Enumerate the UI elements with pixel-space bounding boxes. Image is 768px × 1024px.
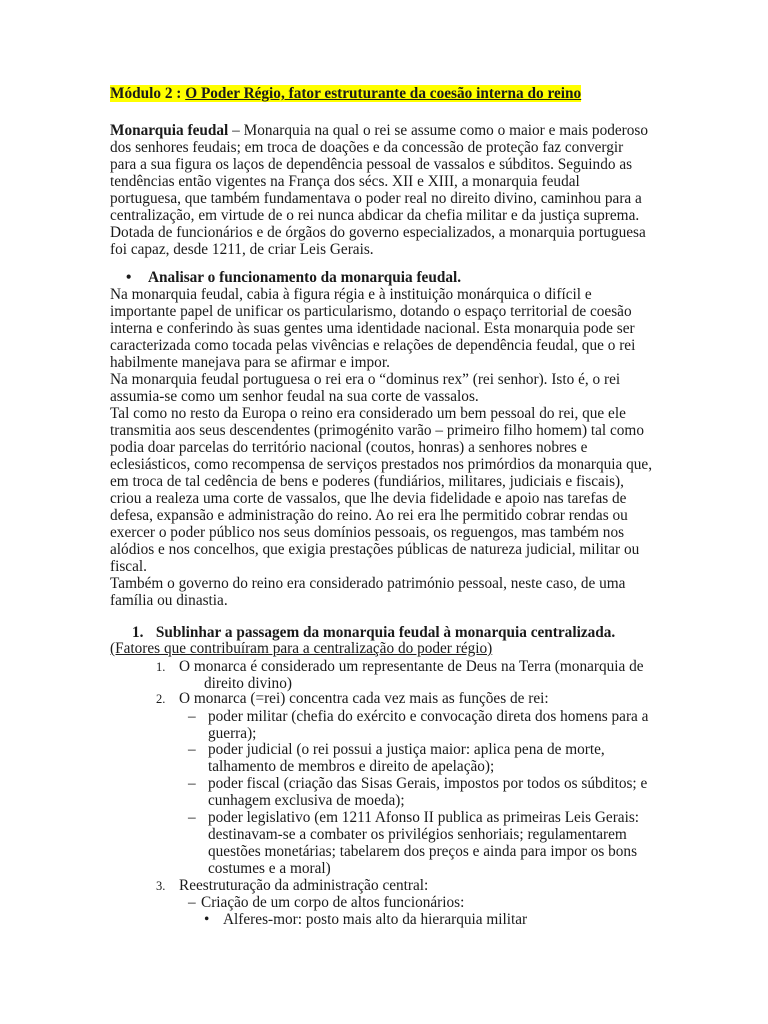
analysis-line: podia doar parcelas do território nacional (coutos, honras) a senhores nobres e — [110, 439, 588, 456]
list-text: direito divino) — [204, 675, 292, 692]
analysis-line: família ou dinastia. — [110, 592, 228, 609]
intro-line: Dotada de funcionários e de órgãos do governo especializados, a monarquia portuguesa — [110, 224, 646, 241]
analysis-line: criou a realeza uma corte de vassalos, que lhe devia fidelidade e apoio nas tarefas de — [110, 490, 627, 507]
list-item — [156, 658, 658, 692]
analysis-heading — [126, 269, 461, 286]
list-text: O monarca (=rei) concentra cada vez mais as funções de rei: — [179, 690, 549, 707]
analysis-line: habilmente manejava para se afirmar e impor. — [110, 354, 390, 371]
section-number: 1. — [132, 624, 144, 641]
analysis-line: assumia-se como um senhor feudal na sua corte de vassalos. — [110, 388, 479, 405]
analysis-line: transmitia aos seus descendentes (primogénito varão – primeiro filho homem) tal como — [110, 422, 644, 439]
dash-icon: – — [188, 708, 196, 725]
power-text: questões monetárias; tabelarem dos preços e ainda para impor os bons — [208, 843, 638, 860]
section-1-subtitle: (Fatores que contribuíram para a centralização do poder régio) — [110, 640, 493, 657]
intro-line: – Monarquia na qual o rei se assume como o maior e mais poderoso — [228, 122, 649, 139]
power-text: poder fiscal (criação das Sisas Gerais, impostos por todos os súbditos; e — [208, 775, 648, 792]
analysis-line: defesa, expansão e administração do reino. Ao rei era lhe permitido cobrar rendas ou — [110, 507, 628, 524]
analysis-line: Na monarquia feudal portuguesa o rei era o “dominus rex” (rei senhor). Isto é, o rei — [110, 371, 621, 388]
power-item — [188, 741, 658, 775]
power-text: costumes e a moral) — [208, 860, 331, 877]
power-text: destinavam-se a combater os privilégios senhoriais; regulamentarem — [208, 826, 627, 843]
analysis-line: Na monarquia feudal, cabia à figura régia e à instituição monárquica o difícil e — [110, 286, 592, 303]
analysis-heading-text: Analisar o funcionamento da monarquia feudal. — [148, 269, 462, 286]
module-title: O Poder Régio, fator estruturante da coesão interna do reino — [185, 85, 582, 102]
list-item — [156, 690, 658, 707]
admin-bullet-item — [204, 911, 527, 928]
intro-line: tendências então vigentes na França dos sécs. XII e XIII, a monarquia feudal — [110, 173, 580, 190]
dash-icon: – — [188, 741, 196, 758]
analysis-line: eclesiásticos, como recompensa de serviços prestados nos primórdios da monarquia que, — [110, 456, 653, 473]
power-text: poder judicial (o rei possui a justiça maior: aplica pena de morte, — [208, 741, 605, 758]
intro-line: portuguesa, que também fundamentava o poder real no direito divino, caminhou para a — [110, 190, 642, 207]
power-text: talhamento de membros e direito de apelação); — [208, 758, 495, 775]
module-prefix: Módulo 2 : — [110, 85, 182, 102]
list-number: 3. — [156, 879, 166, 893]
power-item — [188, 809, 658, 877]
intro-line: foi capaz, desde 1211, de criar Leis Gerais. — [110, 241, 374, 258]
intro-line: centralização, em virtude de o rei nunca abdicar da chefia militar e da justiça suprema. — [110, 207, 640, 224]
analysis-line: exercer o poder público nos seus domínios pessoais, os reguengos, mas também nos — [110, 524, 625, 541]
analysis-line: interna e conferindo às suas gentes uma identidade nacional. Esta monarquia pode ser — [110, 320, 635, 337]
analysis-line: alódios e nos concelhos, que exigia prestações públicas de natureza judicial, militar ou — [110, 541, 640, 558]
power-text: guerra); — [208, 725, 257, 742]
admin-text: Criação de um corpo de altos funcionários: — [201, 894, 465, 911]
bullet-icon: • — [126, 269, 132, 286]
section-title-text: Sublinhar a passagem da monarquia feudal à monarquia centralizada. — [155, 624, 616, 641]
intro-line: para a sua figura os laços de dependência pessoal de vassalos e súbditos. Seguindo as — [110, 156, 633, 173]
dash-icon: – — [188, 894, 196, 911]
admin-bullet-text: Alferes-mor: posto mais alto da hierarquia militar — [223, 911, 528, 928]
list-text: Reestruturação da administração central: — [179, 877, 429, 894]
section-1-title — [132, 624, 615, 641]
analysis-line: caracterizada como tocada pelas vivências e relações de dependência feudal, que o rei — [110, 337, 636, 354]
analysis-line: Tal como no resto da Europa o reino era considerado um bem pessoal do rei, que ele — [110, 405, 626, 422]
analysis-line: em troca de tal cedência de bens e poderes (fundiários, militares, judiciais e fiscais), — [110, 473, 624, 490]
power-text: cunhagem exclusiva de moeda); — [208, 792, 405, 809]
power-item — [188, 708, 658, 742]
power-text: poder legislativo (em 1211 Afonso II publica as primeiras Leis Gerais: — [208, 809, 640, 826]
module-heading — [110, 85, 581, 102]
intro-line: dos senhores feudais; em troca de doações e da concessão de proteção faz convergir — [110, 139, 624, 156]
intro-paragraph — [110, 122, 658, 258]
power-item — [188, 775, 658, 809]
dash-icon: – — [188, 775, 196, 792]
power-text: poder militar (chefia do exército e convocação direta dos homens para a — [208, 708, 649, 725]
list-number: 2. — [156, 692, 166, 706]
analysis-line: fiscal. — [110, 558, 147, 575]
list-item — [156, 877, 658, 894]
analysis-line: importante papel de unificar os particularismo, dotando o espaço territorial de coesão — [110, 303, 632, 320]
list-number: 1. — [156, 660, 166, 674]
analysis-line: Também o governo do reino era considerado património pessoal, neste caso, de uma — [110, 575, 626, 592]
analysis-body — [110, 286, 658, 609]
bullet-icon: • — [204, 911, 210, 928]
intro-term: Monarquia feudal — [110, 122, 229, 139]
admin-item — [188, 894, 658, 911]
dash-icon: – — [188, 809, 196, 826]
list-text: O monarca é considerado um representante de Deus na Terra (monarquia de — [179, 658, 644, 675]
